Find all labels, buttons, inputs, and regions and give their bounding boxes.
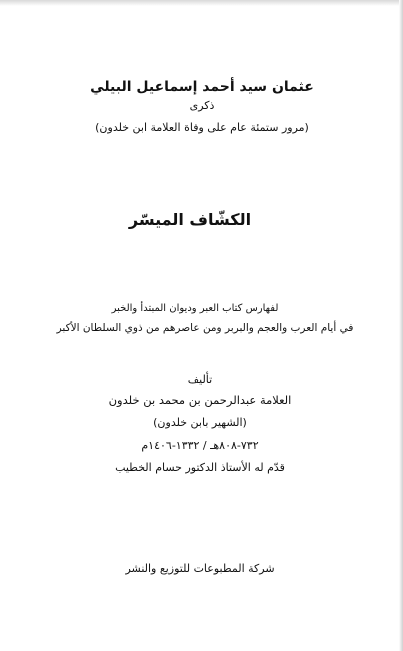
book-subtitle-line-2: في أيام العرب والعجم والبربر ومن عاصرهم من ذوي السلطان الأكبر <box>56 322 354 334</box>
author-dates: ٧٣٢-٨٠٨هـ / ١٣٣٢-١٤٠٦م <box>141 439 259 452</box>
dedication-label: ذكرى <box>189 99 215 112</box>
dedication-occasion: (مرور ستمئة عام على وفاة العلامة ابن خلدون) <box>95 121 309 134</box>
author-known-as: (الشهير بابن خلدون) <box>153 416 247 429</box>
book-title: الكشّاف الميسّر <box>128 210 252 229</box>
scan-edge-top <box>0 0 403 6</box>
foreword-by: قدّم له الأستاذ الدكتور حسام الخطيب <box>115 461 285 474</box>
publisher-name: شركة المطبوعات للتوزيع والنشر <box>125 562 275 575</box>
authorship-label: تأليف <box>187 373 213 386</box>
original-author-name: العلامة عبدالرحمن بن محمد بن خلدون <box>108 393 292 407</box>
scan-edge-right <box>399 0 403 651</box>
book-subtitle-line-1: لفهارس كتاب العبر وديوان المبتدأ والخبر <box>111 303 279 314</box>
dedication-author-name: عثمان سيد أحمد إسماعيل البيلي <box>90 79 314 95</box>
